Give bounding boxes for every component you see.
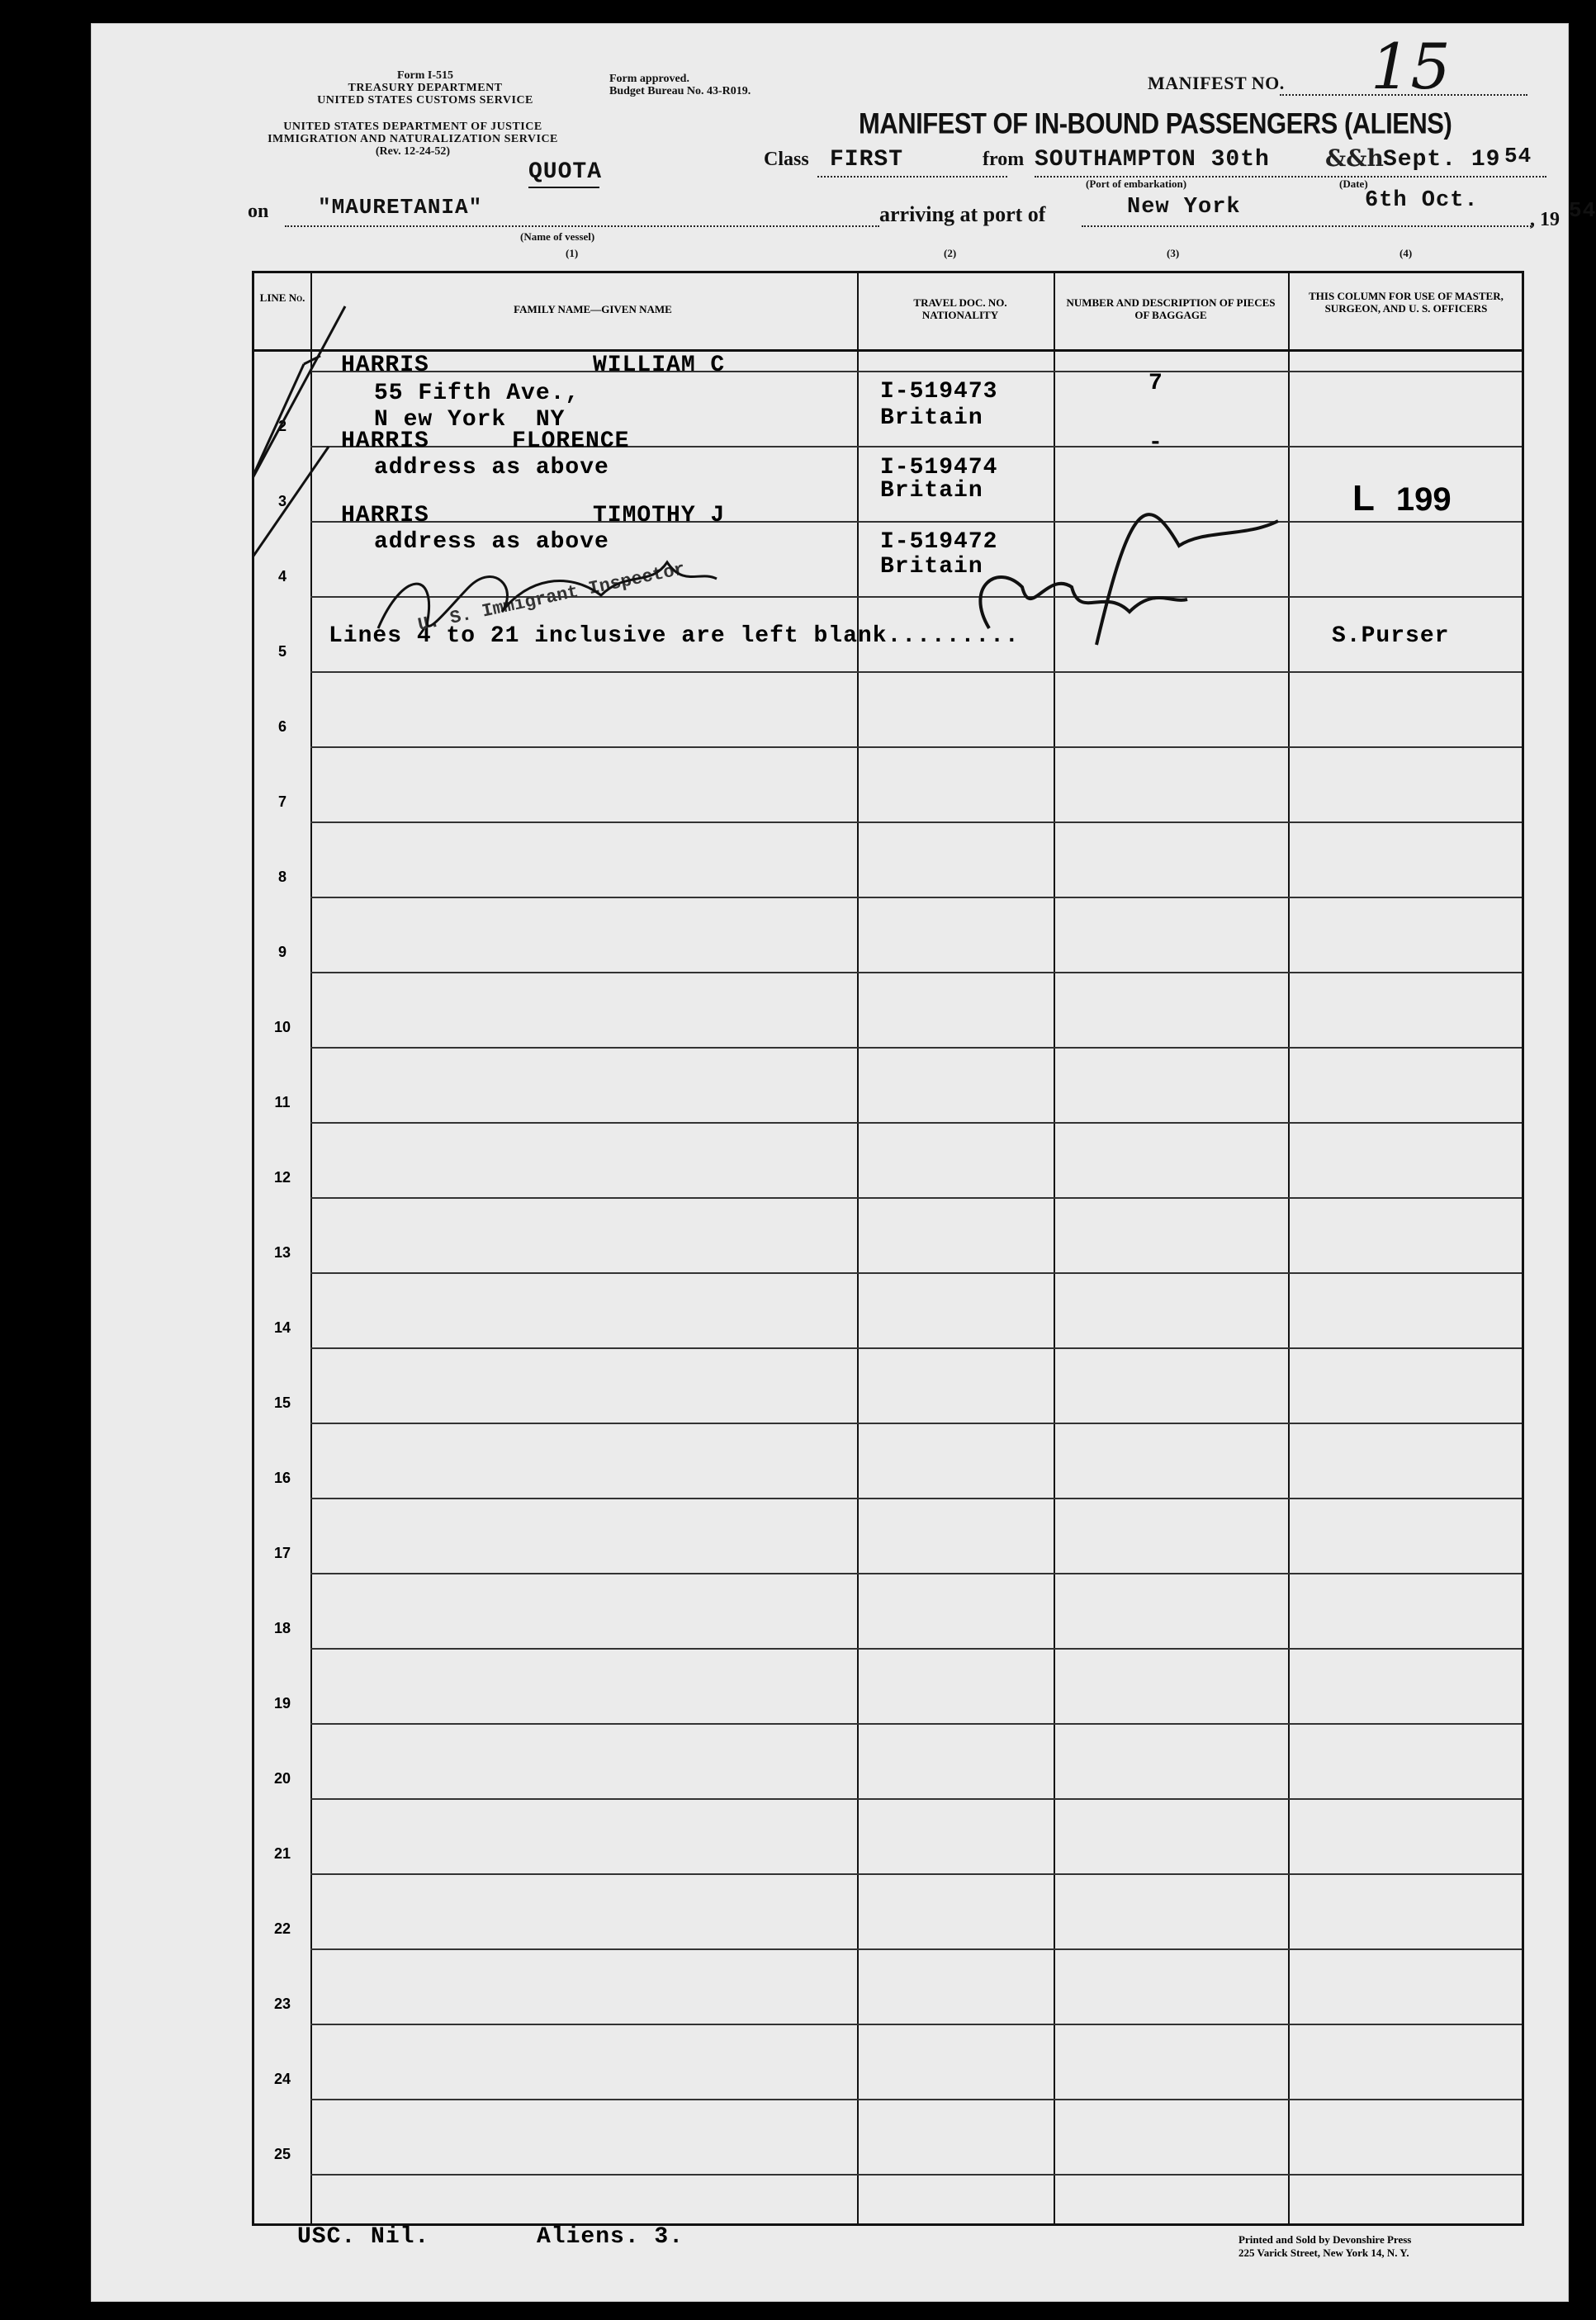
form-revision: (Rev. 12-24-52) bbox=[375, 145, 451, 158]
col2-num: (2) bbox=[944, 247, 957, 259]
entry-2-given: FLORENCE bbox=[512, 428, 630, 454]
manifest-no-label: MANIFEST NO. bbox=[1148, 73, 1285, 93]
officer-mark-number: 199 bbox=[1395, 481, 1452, 518]
justice-dept: UNITED STATES DEPARTMENT OF JUSTICE bbox=[283, 121, 542, 133]
on-label: on bbox=[248, 201, 269, 222]
row-number: 19 bbox=[273, 1695, 291, 1712]
printer-line-2: 225 Varick Street, New York 14, N. Y. bbox=[1238, 2247, 1409, 2259]
arriving-label: arriving at port of bbox=[879, 202, 1046, 226]
entry-1-baggage: 7 bbox=[1148, 371, 1163, 396]
port-caption: (Port of embarkation) bbox=[1086, 178, 1187, 190]
quota-underline bbox=[528, 187, 599, 188]
row-number: 16 bbox=[273, 1470, 291, 1486]
entry-1-nationality: Britain bbox=[880, 405, 983, 431]
class-label: Class bbox=[764, 149, 809, 170]
immigration-service: IMMIGRATION AND NATURALIZATION SERVICE bbox=[268, 133, 558, 145]
row-number: 7 bbox=[277, 793, 287, 810]
arrival-port: New York bbox=[1127, 195, 1241, 220]
usc-count: USC. Nil. bbox=[297, 2224, 430, 2250]
embarkation-date: Sept. 19 bbox=[1383, 147, 1501, 173]
row-number: 22 bbox=[273, 1920, 291, 1937]
entry-1-address2: N ew York NY bbox=[374, 407, 566, 433]
entry-3-given: TIMOTHY J bbox=[593, 503, 726, 528]
row-number: 2 bbox=[277, 418, 287, 434]
row-number: 25 bbox=[273, 2146, 291, 2162]
form-number: Form I-515 bbox=[396, 69, 454, 82]
arrival-year-prefix: , 19 bbox=[1530, 209, 1560, 230]
row-number: 4 bbox=[277, 568, 287, 585]
col-header-line: LINE No. bbox=[259, 291, 305, 304]
inspector-stamp: U. S. Immigrant Inspector bbox=[416, 558, 688, 637]
budget-bureau: Budget Bureau No. 43-R019. bbox=[609, 85, 751, 97]
entry-3-family: HARRIS bbox=[341, 503, 429, 528]
entry-1-doc: I-519473 bbox=[880, 379, 998, 405]
entry-1-given: WILLIAM C bbox=[593, 353, 726, 378]
col-header-officers: THIS COLUMN FOR USE OF MASTER, SURGEON, AND U. S. OFFICERS bbox=[1309, 290, 1504, 315]
class-line bbox=[817, 176, 1007, 178]
row-number: 24 bbox=[273, 2071, 291, 2087]
row-number: 15 bbox=[273, 1394, 291, 1411]
row-number: 23 bbox=[273, 1996, 291, 2012]
approval-block bbox=[609, 73, 824, 97]
entry-3-nationality: Britain bbox=[880, 554, 983, 580]
entry-2-baggage: - bbox=[1148, 430, 1163, 456]
entry-1-address1: 55 Fifth Ave., bbox=[374, 381, 580, 406]
printer-line-1: Printed and Sold by Devonshire Press bbox=[1238, 2233, 1412, 2246]
row-number: 20 bbox=[273, 1770, 291, 1787]
row-number: 5 bbox=[277, 643, 287, 660]
quota-label: QUOTA bbox=[528, 159, 603, 185]
col4-num: (4) bbox=[1399, 247, 1413, 259]
arrival-line bbox=[1082, 225, 1532, 227]
col-header-name: FAMILY NAME—GIVEN NAME bbox=[514, 303, 672, 315]
row-number: 8 bbox=[277, 869, 287, 885]
col3-num: (3) bbox=[1167, 247, 1180, 259]
vessel-caption: (Name of vessel) bbox=[520, 230, 595, 243]
row-number: 18 bbox=[273, 1620, 291, 1636]
treasury-dept: TREASURY DEPARTMENT bbox=[348, 82, 503, 94]
row-number: 3 bbox=[277, 493, 287, 509]
row-number: 10 bbox=[273, 1019, 291, 1035]
row-number: 17 bbox=[273, 1545, 291, 1561]
from-label: from bbox=[983, 149, 1025, 170]
arrival-date: 6th Oct. bbox=[1365, 188, 1479, 213]
entry-2-nationality: Britain bbox=[880, 478, 983, 504]
row-number: 21 bbox=[273, 1845, 291, 1862]
port-embarkation: SOUTHAMPTON 30th bbox=[1035, 147, 1270, 173]
vessel-name: "MAURETANIA" bbox=[318, 195, 483, 220]
vessel-line bbox=[285, 225, 879, 227]
manifest-no-value: 15 bbox=[1371, 30, 1451, 103]
row-number: 14 bbox=[273, 1319, 291, 1336]
row-number: 12 bbox=[273, 1169, 291, 1186]
class-value: FIRST bbox=[830, 147, 904, 173]
arrival-year: 54 bbox=[1569, 198, 1596, 223]
agency-block bbox=[305, 69, 545, 107]
date-correction-mark: &&h bbox=[1325, 144, 1384, 172]
officer-mark: L 199 bbox=[1352, 478, 1452, 518]
manifest-page bbox=[91, 23, 1596, 2302]
blank-lines-note: Lines 4 to 21 inclusive are left blank......... bbox=[329, 623, 1020, 649]
form-approved: Form approved. bbox=[609, 73, 689, 85]
col-header-baggage: NUMBER AND DESCRIPTION OF PIECES OF BAGGAGE bbox=[1066, 296, 1276, 321]
customs-service: UNITED STATES CUSTOMS SERVICE bbox=[317, 94, 533, 107]
row-number: 6 bbox=[277, 718, 287, 735]
entry-2-doc: I-519474 bbox=[880, 455, 998, 481]
aliens-count: Aliens. 3. bbox=[537, 2224, 684, 2250]
justice-block bbox=[248, 121, 578, 158]
entry-2-family: HARRIS bbox=[341, 428, 429, 454]
embarkation-year: 54 bbox=[1504, 144, 1532, 168]
date-caption: (Date) bbox=[1339, 178, 1368, 190]
entry-3-doc: I-519472 bbox=[880, 529, 998, 555]
purser-label: S.Purser bbox=[1332, 623, 1450, 649]
row-number: 9 bbox=[277, 944, 287, 960]
vessel-col-num: (1) bbox=[566, 247, 579, 259]
entry-1-family: HARRIS bbox=[341, 353, 429, 378]
col-header-doc: TRAVEL DOC. NO. NATIONALITY bbox=[913, 296, 1007, 321]
row-number: 13 bbox=[273, 1244, 291, 1261]
entry-2-address1: address as above bbox=[374, 455, 609, 481]
row-number: 11 bbox=[274, 1094, 291, 1110]
manifest-title: MANIFEST OF IN-BOUND PASSENGERS (ALIENS) bbox=[859, 107, 1452, 140]
entry-3-address1: address as above bbox=[374, 529, 609, 555]
